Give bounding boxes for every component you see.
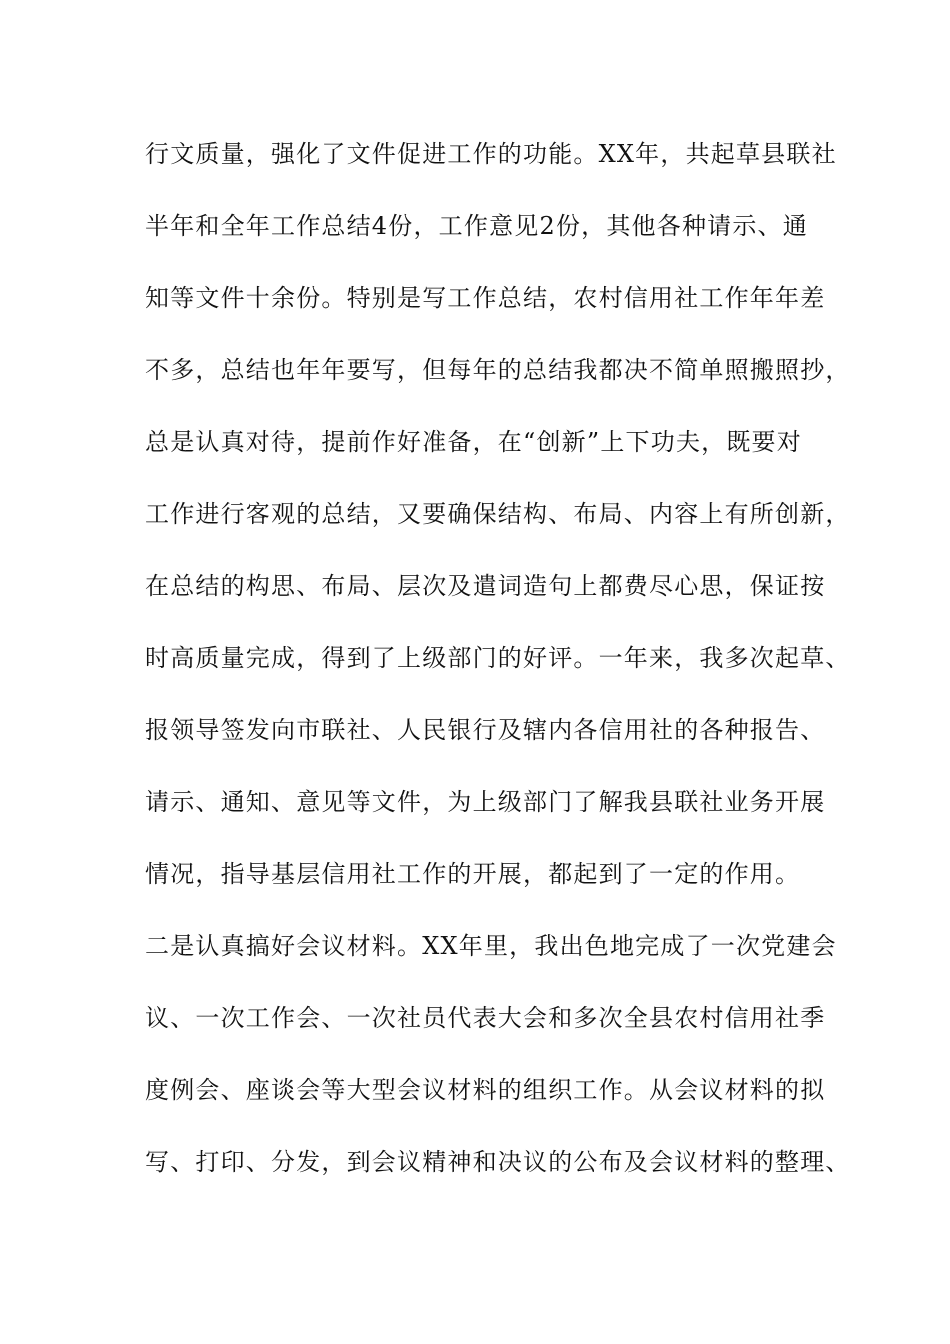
body-text-line: 请示、通知、意见等文件，为上级部门了解我县联社业务开展 xyxy=(145,788,826,816)
body-text-line: 行文质量，强化了文件促进工作的功能。XX年，共起草县联社 xyxy=(145,140,837,168)
body-text-line: 情况，指导基层信用社工作的开展，都起到了一定的作用。 xyxy=(145,860,801,888)
body-text-line: 工作进行客观的总结，又要确保结构、布局、内容上有所创新， xyxy=(145,500,851,528)
body-text-line: 写、打印、分发，到会议精神和决议的公布及会议材料的整理、 xyxy=(145,1148,851,1176)
body-text-line: 时高质量完成，得到了上级部门的好评。一年来，我多次起草、 xyxy=(145,644,851,672)
body-text-line: 度例会、座谈会等大型会议材料的组织工作。从会议材料的拟 xyxy=(145,1076,826,1104)
body-text-line: 在总结的构思、布局、层次及遣词造句上都费尽心思，保证按 xyxy=(145,572,826,600)
body-text-line: 报领导签发向市联社、人民银行及辖内各信用社的各种报告、 xyxy=(145,716,826,744)
body-text-line: 知等文件十余份。特别是写工作总结，农村信用社工作年年差 xyxy=(145,284,826,312)
body-text-line: 不多，总结也年年要写，但每年的总结我都决不简单照搬照抄， xyxy=(145,356,851,384)
body-text-line: 半年和全年工作总结4份，工作意见2份，其他各种请示、通 xyxy=(145,212,808,240)
body-text-line: 议、一次工作会、一次社员代表大会和多次全县农村信用社季 xyxy=(145,1004,826,1032)
body-text-line: 二是认真搞好会议材料。XX年里，我出色地完成了一次党建会 xyxy=(145,932,837,960)
body-text-line: 总是认真对待，提前作好准备，在“创新”上下功夫，既要对 xyxy=(145,428,802,456)
